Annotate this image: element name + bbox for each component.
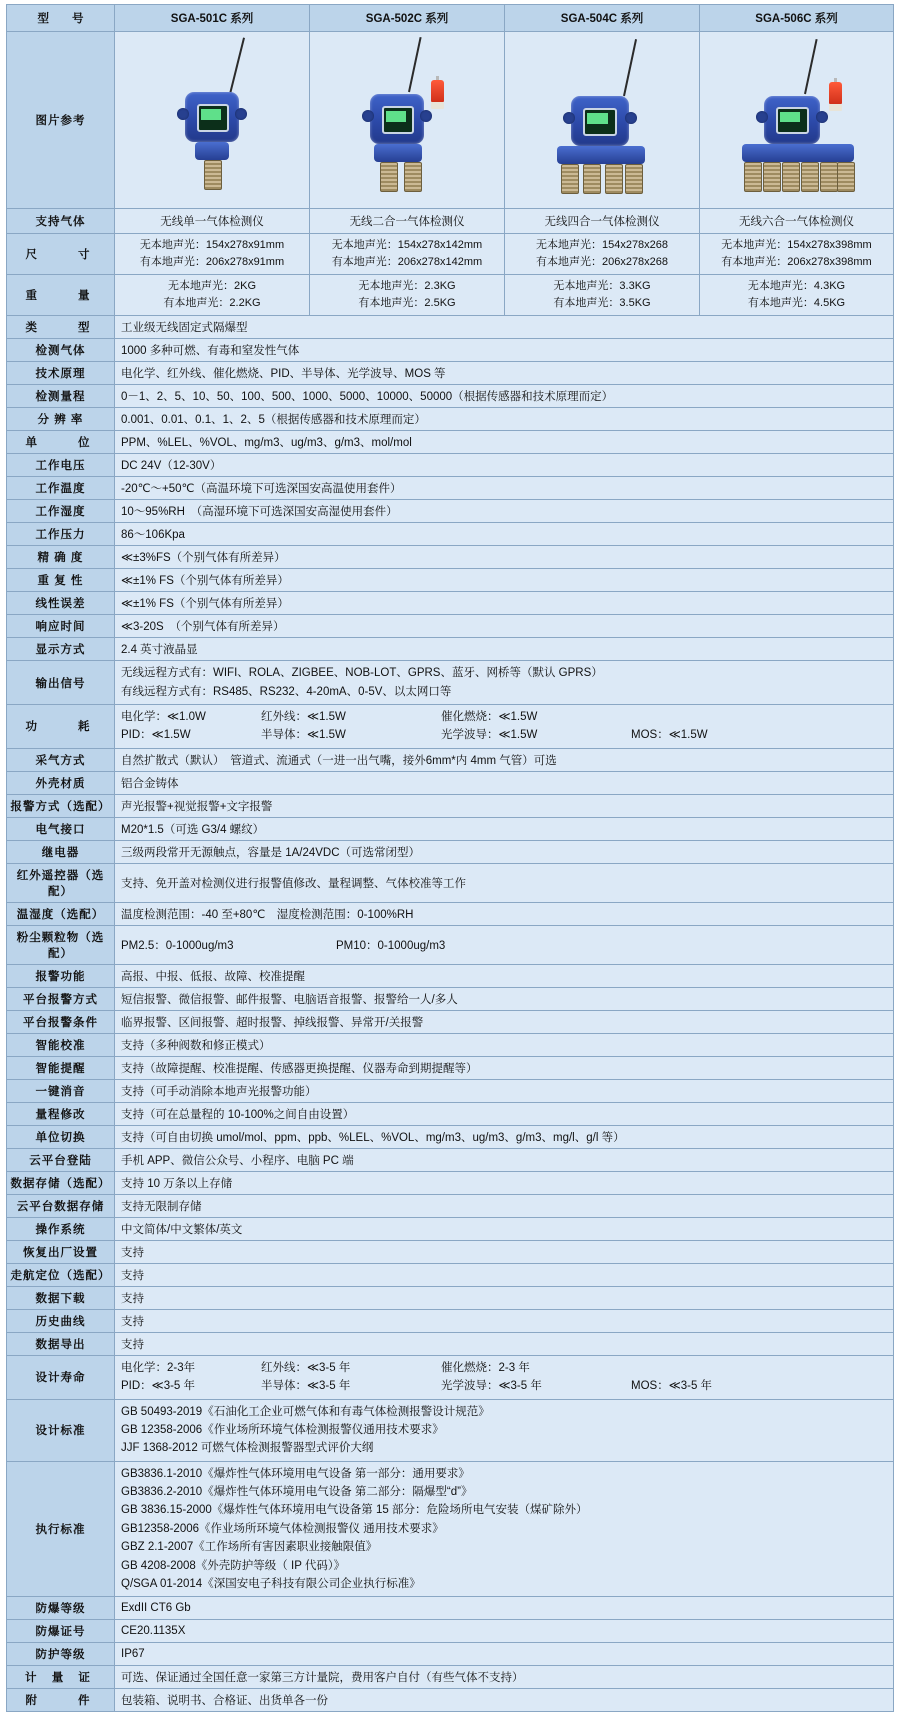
row-value-repeatability: ≪±1% FS（个别气体有所差异） xyxy=(115,569,894,592)
table-row-os xyxy=(7,1217,894,1240)
row-label-factory-reset: 恢复出厂设置 xyxy=(7,1240,115,1263)
device-image-506c xyxy=(700,32,894,209)
model-502c: SGA-502C 系列 xyxy=(310,5,505,32)
row-label-platform-alarm-condition: 平台报警条件 xyxy=(7,1010,115,1033)
table-row-header xyxy=(7,5,894,32)
table-row-data-export xyxy=(7,1332,894,1355)
row-label-sampling: 采气方式 xyxy=(7,748,115,771)
row-label-weight: 重 量 xyxy=(7,275,115,316)
row-label-design-standard: 设计标准 xyxy=(7,1399,115,1461)
spec-table xyxy=(6,4,894,1712)
row-label-housing: 外壳材质 xyxy=(7,771,115,794)
row-label-temperature: 工作温度 xyxy=(7,477,115,500)
row-value-metrology-cert: 可选、保证通过全国任意一家第三方计量院，费用客户自付（有些气体不支持） xyxy=(115,1666,894,1689)
size-501c: 无本地声光：154x278x91mm 有本地声光：206x278x91mm xyxy=(115,234,310,275)
row-label-data-export: 数据导出 xyxy=(7,1332,115,1355)
row-label-history-curve: 历史曲线 xyxy=(7,1309,115,1332)
row-value-display: 2.4 英寸液晶显 xyxy=(115,638,894,661)
table-row-image xyxy=(7,32,894,209)
row-value-ex-cert: CE20.1135X xyxy=(115,1620,894,1643)
table-row-output-signal xyxy=(7,661,894,705)
row-value-data-download: 支持 xyxy=(115,1286,894,1309)
weight-506c: 无本地声光：4.3KG 有本地声光：4.5KG xyxy=(700,275,894,316)
weight-502c: 无本地声光：2.3KG 有本地声光：2.5KG xyxy=(310,275,505,316)
table-row-weight xyxy=(7,275,894,316)
row-label-alarm-function: 报警功能 xyxy=(7,964,115,987)
row-value-alarm-function: 高报、中报、低报、故障、校准提醒 xyxy=(115,964,894,987)
size-506c: 无本地声光：154x278x398mm 有本地声光：206x278x398mm xyxy=(700,234,894,275)
table-row-ex-cert xyxy=(7,1620,894,1643)
row-label-data-storage: 数据存储（选配） xyxy=(7,1171,115,1194)
row-value-smart-reminder: 支持（故障提醒、校准提醒、传感器更换提醒、仪器寿命到期提醒等） xyxy=(115,1056,894,1079)
table-row-type xyxy=(7,316,894,339)
row-label-dust: 粉尘颗粒物（选配） xyxy=(7,925,115,964)
row-label-accessories: 附 件 xyxy=(7,1689,115,1712)
row-label-mute: 一键消音 xyxy=(7,1079,115,1102)
row-value-resolution: 0.001、0.01、0.1、1、2、5（根据传感器和技术原理而定） xyxy=(115,408,894,431)
model-504c: SGA-504C 系列 xyxy=(505,5,700,32)
row-value-ex-rating: ExdII CT6 Gb xyxy=(115,1597,894,1620)
row-label-linearity: 线性误差 xyxy=(7,592,115,615)
table-row-platform-alarm-condition xyxy=(7,1010,894,1033)
row-label-unit-switch: 单位切换 xyxy=(7,1125,115,1148)
table-row-alarm-mode xyxy=(7,794,894,817)
row-value-humidity: 10～95%RH （高湿环境下可选深国安高湿使用套件） xyxy=(115,500,894,523)
device-image-504c xyxy=(505,32,700,209)
table-row-design-standard xyxy=(7,1399,894,1461)
table-row-gps xyxy=(7,1263,894,1286)
table-row-resolution xyxy=(7,408,894,431)
row-label-ex-cert: 防爆证号 xyxy=(7,1620,115,1643)
table-row-size xyxy=(7,234,894,275)
weight-504c: 无本地声光：3.3KG 有本地声光：3.5KG xyxy=(505,275,700,316)
table-row-accuracy xyxy=(7,546,894,569)
row-value-gps: 支持 xyxy=(115,1263,894,1286)
support-gas-501c: 无线单一气体检测仪 xyxy=(115,209,310,234)
device-image-501c xyxy=(115,32,310,209)
row-label-ir-remote: 红外遥控器（选配） xyxy=(7,863,115,902)
row-label-detect-gas: 检测气体 xyxy=(7,339,115,362)
row-value-voltage: DC 24V（12-30V） xyxy=(115,454,894,477)
row-value-range: 0－1、2、5、10、50、100、500、1000、5000、10000、50000（根据传感器和技术原理而定） xyxy=(115,385,894,408)
row-value-data-storage: 支持 10 万条以上存储 xyxy=(115,1171,894,1194)
support-gas-506c: 无线六合一气体检测仪 xyxy=(700,209,894,234)
gas-detector-icon xyxy=(722,36,872,204)
table-row-power xyxy=(7,704,894,748)
row-value-unit-switch: 支持（可自由切换 umol/mol、ppm、ppb、%LEL、%VOL、mg/m3、ug/m3、g/m3、mg/l、g/l 等） xyxy=(115,1125,894,1148)
row-label-platform-alarm-mode: 平台报警方式 xyxy=(7,987,115,1010)
row-label-repeatability: 重 复 性 xyxy=(7,569,115,592)
row-label-metrology-cert: 计 量 证 xyxy=(7,1666,115,1689)
row-label-ip-rating: 防护等级 xyxy=(7,1643,115,1666)
row-value-dust: PM2.5：0-1000ug/m3 PM10：0-1000ug/m3 xyxy=(115,925,894,964)
model-506c: SGA-506C 系列 xyxy=(700,5,894,32)
row-value-sampling: 自然扩散式（默认） 管道式、流通式（一进一出气嘴，接外6mm*内 4mm 气管）可选 xyxy=(115,748,894,771)
table-row-history-curve xyxy=(7,1309,894,1332)
row-value-cloud-login: 手机 APP、微信公众号、小程序、电脑 PC 端 xyxy=(115,1148,894,1171)
row-value-exec-standard: GB3836.1-2010《爆炸性气体环境用电气设备 第一部分：通用要求》 GB3836.2-2010《爆炸性气体环境用电气设备 第二部分：隔爆型“d”》 GB 3836.15-2000《爆炸性气体环境用电气设备第 15 部分：危险场所电气安装（煤矿除外） GB12358-2006《作业场所环境气体检测报警仪 通用技术要求》 GBZ 2.1-2007《工作场所有害因素职业接触限值》 GB 4208-2008《外壳防护等级（ IP 代码）》 Q/SGA 01-2014《深国安电子科技有限公司企业执行标准》 xyxy=(115,1461,894,1597)
row-value-principle: 电化学、红外线、催化燃烧、PID、半导体、光学波导、MOS 等 xyxy=(115,362,894,385)
row-label-ex-rating: 防爆等级 xyxy=(7,1597,115,1620)
row-value-cloud-storage: 支持无限制存储 xyxy=(115,1194,894,1217)
row-value-data-export: 支持 xyxy=(115,1332,894,1355)
row-label-size: 尺 寸 xyxy=(7,234,115,275)
row-value-factory-reset: 支持 xyxy=(115,1240,894,1263)
row-label-exec-standard: 执行标准 xyxy=(7,1461,115,1597)
row-label-accuracy: 精 确 度 xyxy=(7,546,115,569)
row-label-type: 类 型 xyxy=(7,316,115,339)
row-value-detect-gas: 1000 多种可燃、有毒和窒发性气体 xyxy=(115,339,894,362)
table-row-linearity xyxy=(7,592,894,615)
row-label-humidity: 工作湿度 xyxy=(7,500,115,523)
gas-detector-icon xyxy=(332,36,482,204)
row-label-data-download: 数据下载 xyxy=(7,1286,115,1309)
row-value-alarm-mode: 声光报警+视觉报警+文字报警 xyxy=(115,794,894,817)
row-value-ir-remote: 支持、免开盖对检测仪进行报警值修改、量程调整、气体校准等工作 xyxy=(115,863,894,902)
row-label-unit: 单 位 xyxy=(7,431,115,454)
weight-501c: 无本地声光：2KG 有本地声光：2.2KG xyxy=(115,275,310,316)
row-label-resolution: 分 辨 率 xyxy=(7,408,115,431)
model-501c: SGA-501C 系列 xyxy=(115,5,310,32)
table-row-smart-reminder xyxy=(7,1056,894,1079)
row-value-accuracy: ≪±3%FS（个别气体有所差异） xyxy=(115,546,894,569)
table-row-cloud-login xyxy=(7,1148,894,1171)
table-row-detect-gas xyxy=(7,339,894,362)
model-label: 型 号 xyxy=(7,5,115,32)
row-value-temp-humidity-option: 温度检测范围：-40 至+80℃ 湿度检测范围：0-100%RH xyxy=(115,902,894,925)
row-value-design-standard: GB 50493-2019《石油化工企业可燃气体和有毒气体检测报警设计规范》 GB 12358-2006《作业场所环境气体检测报警仪通用技术要求》 JJF 1368-2012 可燃气体检测报警器型式评价大纲 xyxy=(115,1399,894,1461)
row-label-cloud-login: 云平台登陆 xyxy=(7,1148,115,1171)
row-label-voltage: 工作电压 xyxy=(7,454,115,477)
row-value-unit: PPM、%LEL、%VOL、mg/m3、ug/m3、g/m3、mol/mol xyxy=(115,431,894,454)
row-label-range: 检测量程 xyxy=(7,385,115,408)
table-row-electrical-port xyxy=(7,817,894,840)
row-label-design-life: 设计寿命 xyxy=(7,1355,115,1399)
table-row-range xyxy=(7,385,894,408)
table-row-smart-calibration xyxy=(7,1033,894,1056)
table-row-unit-switch xyxy=(7,1125,894,1148)
row-value-electrical-port: M20*1.5（可选 G3/4 螺纹） xyxy=(115,817,894,840)
row-label-os: 操作系统 xyxy=(7,1217,115,1240)
row-label-gps: 走航定位（选配） xyxy=(7,1263,115,1286)
gas-detector-icon xyxy=(527,36,677,204)
row-value-type: 工业级无线固定式隔爆型 xyxy=(115,316,894,339)
row-label-smart-calibration: 智能校准 xyxy=(7,1033,115,1056)
row-value-platform-alarm-condition: 临界报警、区间报警、超时报警、掉线报警、异常开/关报警 xyxy=(115,1010,894,1033)
support-gas-504c: 无线四合一气体检测仪 xyxy=(505,209,700,234)
table-row-platform-alarm-mode xyxy=(7,987,894,1010)
row-label-power: 功 耗 xyxy=(7,704,115,748)
row-value-history-curve: 支持 xyxy=(115,1309,894,1332)
row-value-design-life: 电化学：2-3年 红外线：≪3-5 年 催化燃烧：2-3 年 PID：≪3-5 年 半导体：≪3-5 年 光学波导：≪3-5 年 MOS：≪3-5 年 xyxy=(115,1355,894,1399)
table-row-unit xyxy=(7,431,894,454)
row-label-principle: 技术原理 xyxy=(7,362,115,385)
row-value-response-time: ≪3-20S （个别气体有所差异） xyxy=(115,615,894,638)
image-ref-label: 图片参考 xyxy=(7,32,115,209)
row-label-temp-humidity-option: 温湿度（选配） xyxy=(7,902,115,925)
table-row-exec-standard xyxy=(7,1461,894,1597)
row-value-range-modify: 支持（可在总量程的 10-100%之间自由设置） xyxy=(115,1102,894,1125)
row-label-cloud-storage: 云平台数据存储 xyxy=(7,1194,115,1217)
table-row-accessories xyxy=(7,1689,894,1712)
table-row-principle xyxy=(7,362,894,385)
row-value-smart-calibration: 支持（多种阀数和修正模式） xyxy=(115,1033,894,1056)
table-row-temp-humidity-option xyxy=(7,902,894,925)
table-row-alarm-function xyxy=(7,964,894,987)
table-row-factory-reset xyxy=(7,1240,894,1263)
table-row-support-gas xyxy=(7,209,894,234)
table-row-data-storage xyxy=(7,1171,894,1194)
table-row-display xyxy=(7,638,894,661)
row-value-power: 电化学：≪1.0W 红外线：≪1.5W 催化燃烧：≪1.5W PID：≪1.5W 半导体：≪1.5W 光学波导：≪1.5W MOS：≪1.5W xyxy=(115,704,894,748)
row-label-relay: 继电器 xyxy=(7,840,115,863)
size-504c: 无本地声光：154x278x268 有本地声光：206x278x268 xyxy=(505,234,700,275)
row-value-output-signal: 无线远程方式有：WIFI、ROLA、ZIGBEE、NOB-LOT、GPRS、蓝牙、网桥等（默认 GPRS） 有线远程方式有：RS485、RS232、4-20mA、0-5V、以太网口等 xyxy=(115,661,894,705)
row-value-pressure: 86～106Kpa xyxy=(115,523,894,546)
row-label-output-signal: 输出信号 xyxy=(7,661,115,705)
table-row-voltage xyxy=(7,454,894,477)
row-label-support-gas: 支持气体 xyxy=(7,209,115,234)
table-row-temperature xyxy=(7,477,894,500)
table-row-ex-rating xyxy=(7,1597,894,1620)
row-label-response-time: 响应时间 xyxy=(7,615,115,638)
device-image-502c xyxy=(310,32,505,209)
row-value-accessories: 包装箱、说明书、合格证、出货单各一份 xyxy=(115,1689,894,1712)
table-row-housing xyxy=(7,771,894,794)
table-row-data-download xyxy=(7,1286,894,1309)
table-row-cloud-storage xyxy=(7,1194,894,1217)
support-gas-502c: 无线二合一气体检测仪 xyxy=(310,209,505,234)
table-row-ir-remote xyxy=(7,863,894,902)
row-label-electrical-port: 电气接口 xyxy=(7,817,115,840)
row-value-relay: 三级两段常开无源触点，容量是 1A/24VDC（可选常闭型） xyxy=(115,840,894,863)
row-value-housing: 铝合金铸体 xyxy=(115,771,894,794)
row-value-mute: 支持（可手动消除本地声光报警功能） xyxy=(115,1079,894,1102)
row-label-range-modify: 量程修改 xyxy=(7,1102,115,1125)
table-row-repeatability xyxy=(7,569,894,592)
row-label-alarm-mode: 报警方式（选配） xyxy=(7,794,115,817)
row-label-display: 显示方式 xyxy=(7,638,115,661)
row-value-ip-rating: IP67 xyxy=(115,1643,894,1666)
table-row-response-time xyxy=(7,615,894,638)
row-value-os: 中文简体/中文繁体/英文 xyxy=(115,1217,894,1240)
row-label-pressure: 工作压力 xyxy=(7,523,115,546)
table-row-dust xyxy=(7,925,894,964)
table-row-mute xyxy=(7,1079,894,1102)
row-value-linearity: ≪±1% FS（个别气体有所差异） xyxy=(115,592,894,615)
table-row-design-life xyxy=(7,1355,894,1399)
table-row-pressure xyxy=(7,523,894,546)
table-row-humidity xyxy=(7,500,894,523)
row-label-smart-reminder: 智能提醒 xyxy=(7,1056,115,1079)
table-row-range-modify xyxy=(7,1102,894,1125)
table-row-sampling xyxy=(7,748,894,771)
table-row-ip-rating xyxy=(7,1643,894,1666)
table-row-relay xyxy=(7,840,894,863)
row-value-temperature: -20℃～+50℃（高温环境下可选深国安高温使用套件） xyxy=(115,477,894,500)
gas-detector-icon xyxy=(137,36,287,204)
table-row-metrology-cert xyxy=(7,1666,894,1689)
size-502c: 无本地声光：154x278x142mm 有本地声光：206x278x142mm xyxy=(310,234,505,275)
row-value-platform-alarm-mode: 短信报警、微信报警、邮件报警、电脑语音报警、报警给一人/多人 xyxy=(115,987,894,1010)
